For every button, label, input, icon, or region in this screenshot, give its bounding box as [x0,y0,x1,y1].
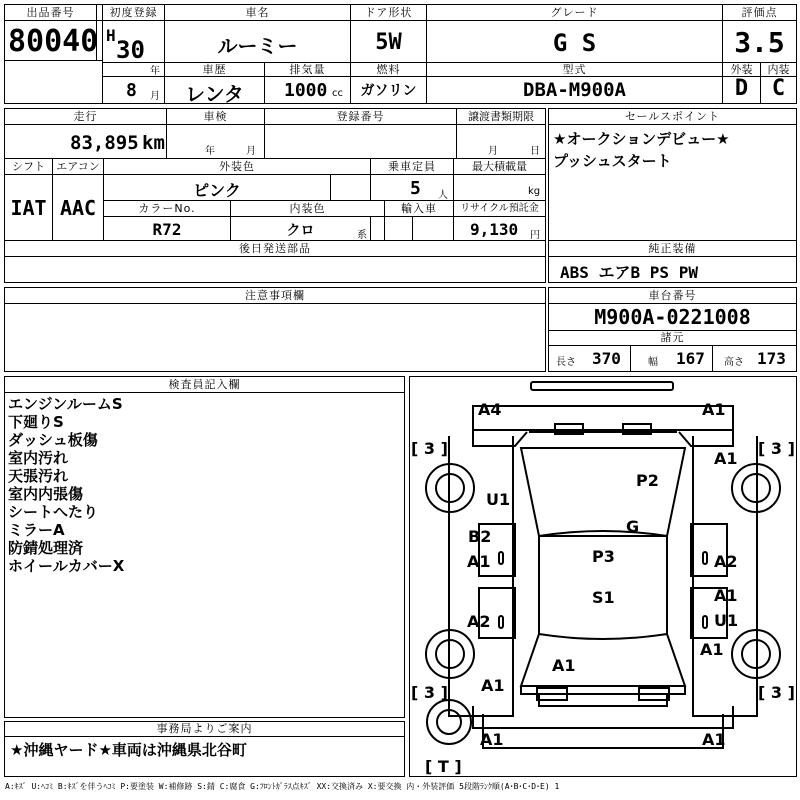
lot-number: 80040 [8,24,99,59]
mileage-label: 走行 [73,110,98,123]
damage-mark: A1 [702,400,726,419]
import-car-label: 輸入車 [401,202,437,215]
damage-mark: A4 [478,400,502,419]
height: 173 [757,349,786,368]
damage-mark: B2 [468,527,492,546]
inspector-note: 天張汚れ [8,467,69,485]
inspector-note: エンジンルームS [8,395,123,413]
damage-mark: P2 [636,471,659,490]
length-label: 長さ [556,357,576,368]
lot-number-label: 出品番号 [26,6,75,19]
month-unit: 月 [150,91,160,102]
capacity-label: 乗車定員 [388,160,436,173]
damage-mark: A1 [702,730,726,749]
max-load-label: 最大積載量 [472,160,527,173]
exterior-label: 外装 [730,63,753,76]
interior-label: 内装 [767,63,790,76]
damage-mark: P3 [592,547,615,566]
recycle-deposit-label: リサイクル預託金 [460,203,539,214]
interior-color-unit: 系 [357,230,367,241]
equipment-label: 純正装備 [648,242,697,255]
displacement: 1000 [284,80,328,101]
chassis-number-label: 車台番号 [648,289,697,302]
color-number: R72 [152,220,182,239]
damage-mark: A2 [467,612,491,631]
exterior-color: ピンク [193,181,241,200]
transfer-month-unit: 月 [488,146,498,157]
damage-mark: A1 [480,730,504,749]
damage-mark: A2 [714,552,738,571]
damage-mark: U1 [486,490,511,509]
inspector-note: ホイールカバーX [8,557,125,575]
car-diagram [409,376,797,777]
year-unit: 年 [150,66,160,77]
inspector-note: 室内内張傷 [8,485,84,503]
door-type-label: ドア形状 [364,6,413,19]
tire-rating: [ 3 ] [758,683,795,702]
damage-mark: G [626,517,640,536]
interior-color-label: 内装色 [289,202,326,215]
shift: IAT [10,196,47,220]
length: 370 [592,349,621,368]
interior-color: クロ [286,223,315,239]
fuel: ガソリン [360,83,417,99]
inspector-notes [8,395,124,575]
overall-score: 3.5 [734,26,785,59]
interior-grade: C [771,76,786,101]
mileage: 83,895 [70,132,139,154]
damage-mark: A1 [552,656,576,675]
damage-mark: A1 [467,552,491,571]
inspector-note: シートへたり [8,503,99,521]
tire-rating: [ 3 ] [411,683,448,702]
displacement-label: 排気量 [289,63,326,76]
chassis-number: M900A-0221008 [594,305,751,329]
recycle-unit: 円 [530,230,540,241]
registration-year: 30 [116,36,145,64]
width: 167 [676,349,705,368]
color-number-label: カラーNo. [138,202,196,215]
sales-point-line: プッシュスタート [553,152,672,170]
width-label: 幅 [648,357,658,368]
damage-mark: A1 [481,676,505,695]
legend: A:ｷｽﾞ U:ﾍｺﾐ B:ｷｽﾞを伴うﾍｺﾐ P:要塗装 W:補修跡 S:錆 C:腐食 G:ﾌﾛﾝﾄｶﾞﾗｽ点ｷｽﾞ XX:交換済み X:要交換 内・外装評価 5段階ﾗﾝｸ順(A･B･C･D･E) 1 [5,782,560,791]
history-label: 車歴 [202,63,227,76]
inspector-note: 室内汚れ [8,449,69,467]
model-label: 型式 [562,63,587,76]
damage-mark: A1 [714,586,738,605]
notes-label: 注意事項欄 [245,289,305,302]
inspection-label: 車検 [203,110,228,123]
inspection-month-unit: 月 [246,146,256,157]
office-message: ★沖縄ヤード★車両は沖縄県北谷町 [10,741,247,759]
recycle-deposit: 9,130 [470,220,519,239]
registration-number-label: 登録番号 [336,110,385,123]
car-name: ルーミー [217,34,298,58]
height-label: 高さ [724,357,744,368]
transfer-day-unit: 日 [530,146,540,157]
damage-mark: A1 [714,449,738,468]
mileage-unit: km [142,132,165,154]
later-parts-label: 後日発送部品 [239,242,311,255]
exterior-grade: D [734,76,749,101]
inspection-year-unit: 年 [205,146,215,157]
car-name-label: 車名 [245,6,270,19]
door-type: 5W [375,30,402,55]
model-code: DBA-M900A [523,79,626,101]
inspector-label: 検査員記入欄 [168,378,241,391]
inspector-note: ダッシュ板傷 [8,431,98,449]
office-label: 事務局よりご案内 [156,722,253,735]
sales-point-lines [553,130,730,170]
transfer-deadline-label: 譲渡書類期限 [468,110,534,123]
sales-point-line: ★オークションデビュー★ [553,130,730,148]
grade: G S [552,29,597,57]
capacity: 5 [410,178,421,199]
spec-label: 諸元 [660,331,685,344]
aircon: AAC [59,196,97,220]
spare-tire-rating: [ T ] [425,757,462,776]
inspector-note: 下廻りS [8,413,64,431]
score-label: 評価点 [741,6,778,19]
damage-mark: S1 [592,588,615,607]
exterior-color-label: 外装色 [219,160,255,173]
registration-month: 8 [126,80,137,101]
damage-mark: A1 [700,640,724,659]
grade-label: グレード [550,6,599,19]
damage-mark: U1 [714,611,739,630]
inspector-note: 防錆処理済 [8,539,84,557]
displacement-unit: cc [332,88,343,99]
sales-point-label: セールスポイント [624,110,720,123]
shift-label: シフト [12,160,45,173]
max-load-unit: kg [528,186,541,197]
car-history: レンタ [185,82,244,106]
tire-rating: [ 3 ] [411,439,448,458]
aircon-label: エアコン [56,160,100,173]
era: H [106,26,116,45]
fuel-label: 燃料 [376,63,401,76]
tire-rating: [ 3 ] [758,439,795,458]
first-registration-label: 初度登録 [109,6,158,19]
capacity-unit: 人 [438,190,448,201]
inspector-note: ミラーA [8,521,65,539]
equipment-value: ABS エアB PS PW [560,263,698,282]
